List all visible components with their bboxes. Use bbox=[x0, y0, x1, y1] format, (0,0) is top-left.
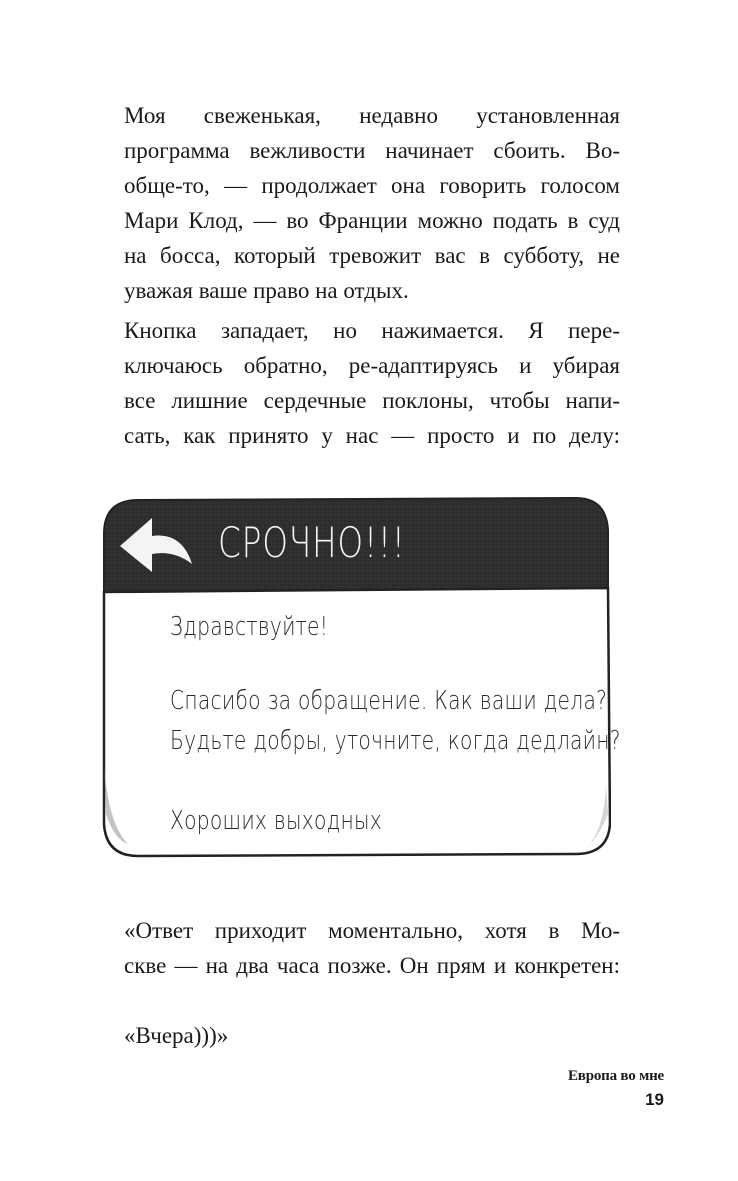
paragraph-line: сать, как принято у нас — просто и по делу: bbox=[124, 423, 620, 448]
paragraph-line: скве — на два часа позже. Он прям и конкретен: bbox=[124, 953, 620, 978]
paragraph-4 bbox=[124, 1018, 620, 1053]
paragraph-line: Мари Клод, — во Франции можно подать в суд bbox=[124, 208, 620, 233]
paragraph-line: программа вежливости начинает сбоить. Во- bbox=[124, 138, 620, 163]
message-greeting: Здравствуйте! bbox=[170, 612, 329, 642]
paragraph-line: все лишние сердечные поклоны, чтобы напи- bbox=[124, 388, 620, 413]
message-signoff: Хороших выходных bbox=[170, 806, 383, 836]
paragraph-line: обще-то, — продолжает она говорить голосом bbox=[124, 173, 620, 198]
page-number: 19 bbox=[645, 1090, 664, 1109]
paragraph-line: на босса, который тревожит вас в субботу, не bbox=[124, 243, 620, 268]
message-line: Будьте добры, уточните, когда дедлайн? bbox=[170, 726, 621, 756]
message-title: СРОЧНО!!! bbox=[218, 518, 406, 567]
paragraph-line: уважая ваше право на отдых. bbox=[124, 278, 409, 303]
paragraph-3 bbox=[124, 913, 620, 983]
paragraph-line: ключаюсь обратно, ре-адаптируясь и убирая bbox=[124, 353, 620, 378]
paragraph-line: Моя свеженькая, недавно установленная bbox=[124, 103, 620, 128]
paragraph-1 bbox=[124, 98, 620, 308]
paragraph-2 bbox=[124, 313, 620, 453]
paragraph-line: «Ответ приходит моментально, хотя в Мо- bbox=[124, 918, 620, 943]
message-line: Спасибо за обращение. Как ваши дела? bbox=[170, 686, 608, 716]
running-footer-title: Европа во мне bbox=[567, 1068, 664, 1084]
paragraph-line: Кнопка западает, но нажимается. Я пере- bbox=[124, 318, 620, 343]
paragraph-line: «Вчера)))» bbox=[124, 1023, 229, 1048]
message-card bbox=[98, 494, 621, 858]
